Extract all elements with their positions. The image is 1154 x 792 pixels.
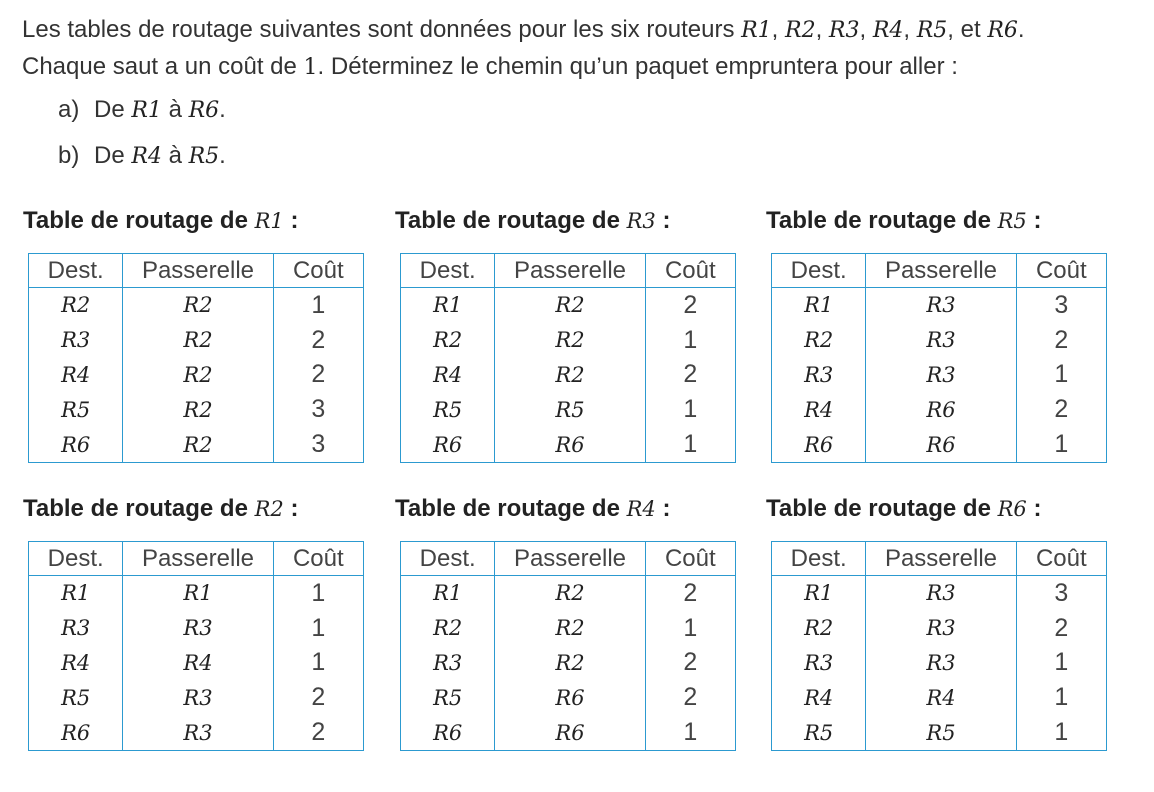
table-router-name: R2 [254, 497, 284, 521]
header-cost: Coût [645, 254, 735, 288]
cell-dest: R2 [804, 616, 834, 641]
header-cost: Coût [1016, 542, 1106, 576]
question-list [58, 92, 226, 184]
cell-gateway: R4 [866, 680, 1016, 715]
header-cost: Coût [273, 254, 363, 288]
table-title-text: Table de routage de [395, 495, 627, 522]
question-label: a) [58, 96, 80, 123]
table-row [401, 427, 736, 462]
cell-cost: 1 [1016, 358, 1106, 393]
table-title-colon: : [655, 207, 671, 234]
table-row [401, 715, 736, 750]
cell-dest: R5 [433, 397, 463, 422]
statement-line-2 [22, 49, 1132, 86]
table-title-colon: : [655, 495, 671, 522]
question-a [58, 92, 226, 138]
table-row [29, 646, 364, 681]
cell-cost: 2 [1016, 392, 1106, 427]
header-gateway: Passerelle [123, 254, 273, 288]
routing-table-r4 [395, 491, 735, 747]
header-cost: Coût [273, 542, 363, 576]
routing-table [400, 541, 736, 751]
router-name: R3 [828, 18, 860, 43]
cell-dest: R6 [61, 432, 91, 457]
cell-dest: R1 [804, 581, 834, 606]
table-header-row [401, 254, 736, 288]
cell-cost: 1 [1016, 680, 1106, 715]
cell-cost: 2 [273, 680, 363, 715]
cell-cost: 3 [1016, 576, 1106, 611]
table-row [29, 611, 364, 646]
routing-table [771, 253, 1107, 463]
cell-gateway: R3 [123, 680, 273, 715]
table-row [29, 358, 364, 393]
cell-gateway: R2 [495, 646, 645, 681]
table-row [772, 576, 1107, 611]
cell-dest: R2 [433, 616, 463, 641]
cell-cost: 1 [1016, 646, 1106, 681]
header-gateway: Passerelle [495, 254, 645, 288]
cell-dest: R2 [433, 328, 463, 353]
statement-text: Les tables de routage suivantes sont données pour les six routeurs [22, 16, 742, 43]
cell-dest: R2 [61, 293, 91, 318]
separator: , [771, 16, 786, 43]
cell-cost: 2 [645, 646, 735, 681]
table-row [29, 288, 364, 323]
table-title [395, 491, 735, 527]
question-text: De [94, 96, 132, 123]
cell-cost: 1 [645, 392, 735, 427]
cell-dest: R6 [804, 432, 834, 457]
header-cost: Coût [1016, 254, 1106, 288]
cell-cost: 1 [273, 576, 363, 611]
cell-cost: 2 [645, 680, 735, 715]
routing-table-r5 [766, 203, 1106, 459]
header-cost: Coût [645, 542, 735, 576]
table-row [401, 646, 736, 681]
table-title [23, 203, 363, 239]
hop-cost: 1 [303, 55, 318, 80]
cell-cost: 1 [645, 427, 735, 462]
routing-table [28, 541, 364, 751]
cell-dest: R3 [804, 362, 834, 387]
cell-gateway: R5 [866, 715, 1016, 750]
cell-dest: R2 [804, 328, 834, 353]
table-row [29, 715, 364, 750]
table-title-colon: : [1026, 207, 1042, 234]
cell-cost: 1 [273, 611, 363, 646]
cell-gateway: R6 [495, 680, 645, 715]
routing-table-r6 [766, 491, 1106, 747]
statement-line-1 [22, 12, 1132, 49]
cell-cost: 1 [645, 323, 735, 358]
header-gateway: Passerelle [866, 542, 1016, 576]
router-name: R5 [916, 18, 948, 43]
table-header-row [772, 542, 1107, 576]
table-row [401, 288, 736, 323]
cell-cost: 1 [1016, 427, 1106, 462]
cell-gateway: R2 [495, 358, 645, 393]
table-header-row [29, 542, 364, 576]
table-title-text: Table de routage de [23, 495, 255, 522]
cell-dest: R4 [433, 362, 463, 387]
table-row [401, 323, 736, 358]
cell-dest: R4 [61, 362, 91, 387]
cell-gateway: R6 [866, 392, 1016, 427]
table-title [766, 203, 1106, 239]
cell-cost: 1 [645, 611, 735, 646]
cell-gateway: R6 [495, 427, 645, 462]
cell-cost: 1 [1016, 715, 1106, 750]
cell-cost: 1 [273, 288, 363, 323]
router-name: R1 [741, 18, 772, 43]
cell-dest: R1 [433, 293, 463, 318]
cell-gateway: R2 [495, 323, 645, 358]
cell-dest: R3 [804, 650, 834, 675]
cell-gateway: R2 [495, 288, 645, 323]
cell-gateway: R2 [123, 288, 273, 323]
table-row [772, 611, 1107, 646]
question-text: De [94, 142, 132, 169]
table-router-name: R6 [997, 497, 1027, 521]
table-row [29, 427, 364, 462]
cell-dest: R3 [61, 616, 91, 641]
table-router-name: R5 [997, 209, 1027, 233]
cell-dest: R4 [804, 685, 834, 710]
router-name: R2 [785, 18, 816, 43]
table-row [401, 358, 736, 393]
separator: . [1017, 16, 1025, 43]
cell-gateway: R2 [495, 611, 645, 646]
cell-cost: 2 [645, 576, 735, 611]
cell-gateway: R5 [495, 392, 645, 427]
cell-gateway: R2 [123, 392, 273, 427]
routing-table [771, 541, 1107, 751]
router-name: R4 [872, 18, 904, 43]
cell-dest: R6 [433, 720, 463, 745]
cell-cost: 3 [273, 392, 363, 427]
statement-text: Chaque saut a un coût de [22, 53, 304, 80]
header-dest: Dest. [772, 254, 866, 288]
question-text: . [219, 96, 226, 123]
cell-gateway: R3 [866, 611, 1016, 646]
table-row [772, 288, 1107, 323]
question-b [58, 138, 226, 184]
table-row [772, 427, 1107, 462]
table-header-row [772, 254, 1107, 288]
cell-gateway: R1 [123, 576, 273, 611]
target-router: R5 [188, 144, 220, 169]
table-title-text: Table de routage de [395, 207, 627, 234]
cell-dest: R1 [61, 581, 91, 606]
routing-table [28, 253, 364, 463]
table-header-row [29, 254, 364, 288]
separator: , [815, 16, 829, 43]
cell-cost: 2 [645, 358, 735, 393]
table-row [29, 392, 364, 427]
cell-cost: 3 [273, 427, 363, 462]
question-label: b) [58, 142, 80, 169]
table-row [29, 680, 364, 715]
cell-gateway: R4 [123, 646, 273, 681]
cell-gateway: R3 [866, 646, 1016, 681]
header-dest: Dest. [401, 254, 495, 288]
header-gateway: Passerelle [866, 254, 1016, 288]
header-gateway: Passerelle [495, 542, 645, 576]
table-row [772, 323, 1107, 358]
table-row [29, 323, 364, 358]
table-router-name: R1 [254, 209, 284, 233]
separator: , [903, 16, 917, 43]
cell-dest: R6 [433, 432, 463, 457]
cell-cost: 2 [273, 358, 363, 393]
table-title [766, 491, 1106, 527]
routing-table-r1 [23, 203, 363, 459]
table-row [772, 392, 1107, 427]
cell-cost: 3 [1016, 288, 1106, 323]
table-title [23, 491, 363, 527]
cell-gateway: R3 [123, 715, 273, 750]
cell-gateway: R2 [123, 323, 273, 358]
cell-gateway: R2 [495, 576, 645, 611]
routing-table-r2 [23, 491, 363, 747]
cell-dest: R3 [433, 650, 463, 675]
table-router-name: R3 [626, 209, 656, 233]
router-name: R6 [987, 18, 1018, 43]
cell-dest: R4 [61, 650, 91, 675]
table-title [395, 203, 735, 239]
table-title-colon: : [283, 495, 299, 522]
table-header-row [401, 542, 736, 576]
header-dest: Dest. [29, 254, 123, 288]
table-row [401, 611, 736, 646]
cell-dest: R1 [433, 581, 463, 606]
cell-gateway: R2 [123, 427, 273, 462]
cell-dest: R5 [61, 397, 91, 422]
header-dest: Dest. [401, 542, 495, 576]
cell-dest: R5 [61, 685, 91, 710]
table-row [401, 576, 736, 611]
cell-gateway: R2 [123, 358, 273, 393]
statement-text: . Déterminez le chemin qu’un paquet empruntera pour aller : [317, 53, 958, 80]
routing-table [400, 253, 736, 463]
table-row [772, 646, 1107, 681]
header-dest: Dest. [772, 542, 866, 576]
cell-cost: 1 [273, 646, 363, 681]
question-text: . [219, 142, 226, 169]
cell-dest: R5 [433, 685, 463, 710]
problem-statement [22, 12, 1132, 86]
separator: , et [947, 16, 988, 43]
table-title-text: Table de routage de [23, 207, 255, 234]
table-title-colon: : [283, 207, 299, 234]
question-text: à [161, 96, 189, 123]
cell-dest: R5 [804, 720, 834, 745]
cell-cost: 2 [645, 288, 735, 323]
source-router: R1 [131, 98, 162, 123]
table-title-colon: : [1026, 495, 1042, 522]
header-dest: Dest. [29, 542, 123, 576]
header-gateway: Passerelle [123, 542, 273, 576]
cell-cost: 2 [1016, 323, 1106, 358]
cell-dest: R4 [804, 397, 834, 422]
cell-gateway: R3 [866, 323, 1016, 358]
table-row [772, 680, 1107, 715]
cell-gateway: R6 [495, 715, 645, 750]
cell-gateway: R6 [866, 427, 1016, 462]
cell-dest: R6 [61, 720, 91, 745]
cell-cost: 1 [645, 715, 735, 750]
cell-dest: R1 [804, 293, 834, 318]
separator: , [859, 16, 873, 43]
cell-gateway: R3 [866, 288, 1016, 323]
routing-table-r3 [395, 203, 735, 459]
target-router: R6 [188, 98, 220, 123]
table-row [401, 680, 736, 715]
table-row [29, 576, 364, 611]
cell-cost: 2 [273, 715, 363, 750]
cell-cost: 2 [1016, 611, 1106, 646]
cell-gateway: R3 [866, 358, 1016, 393]
table-title-text: Table de routage de [766, 495, 998, 522]
cell-cost: 2 [273, 323, 363, 358]
cell-gateway: R3 [866, 576, 1016, 611]
cell-gateway: R3 [123, 611, 273, 646]
source-router: R4 [131, 144, 162, 169]
question-text: à [161, 142, 189, 169]
table-row [772, 358, 1107, 393]
table-title-text: Table de routage de [766, 207, 998, 234]
table-row [401, 392, 736, 427]
table-row [772, 715, 1107, 750]
table-router-name: R4 [626, 497, 656, 521]
cell-dest: R3 [61, 328, 91, 353]
